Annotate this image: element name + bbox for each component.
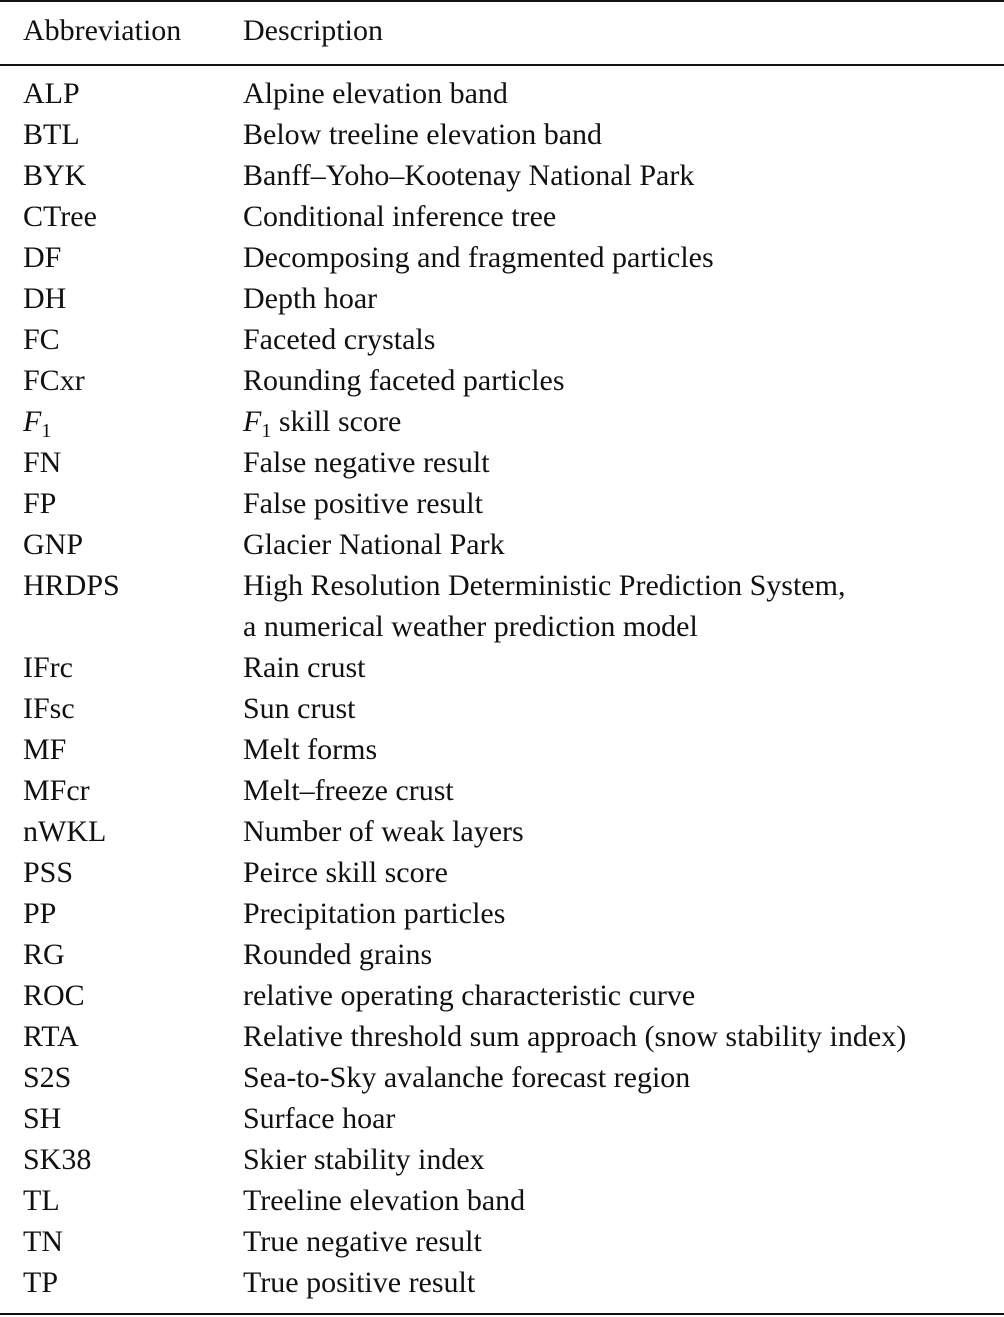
abbreviation-cell: RTA [23,1020,79,1053]
abbreviation-cell: PP [23,897,57,930]
math-symbol: F [243,405,262,438]
description-cell: Rounding faceted particles [243,364,565,397]
description-cell: Treeline elevation band [243,1184,526,1217]
math-symbol: F [23,405,42,438]
description-cell: Alpine elevation band [243,77,508,110]
table-row [0,770,1004,811]
description-cell: Peirce skill score [243,856,448,889]
abbreviation-cell: DF [23,241,62,274]
description-cell: Rain crust [243,651,366,684]
description-cell: Precipitation particles [243,897,506,930]
abbreviation-cell: IFrc [23,651,73,684]
description-cell: Decomposing and fragmented particles [243,241,714,274]
abbreviation-cell: DH [23,282,67,315]
abbreviation-cell: MF [23,733,67,766]
description-cell: Glacier National Park [243,528,505,561]
abbreviation-cell: PSS [23,856,74,889]
abbreviation-cell: TP [23,1266,59,1299]
description-cell: Sea-to-Sky avalanche forecast region [243,1061,691,1094]
table-row [0,196,1004,237]
abbreviation-cell: RG [23,938,65,971]
table-row [0,1057,1004,1098]
math-subscript: 1 [261,420,272,442]
table-bottom-rule [0,1313,1004,1315]
table-row [0,975,1004,1016]
table-row [0,1098,1004,1139]
abbreviation-cell: BTL [23,118,80,151]
table-body [0,73,1004,1303]
description-cell: Melt–freeze crust [243,774,454,807]
table-row [0,278,1004,319]
abbreviation-cell [23,401,51,446]
table-row [0,811,1004,852]
table-row [0,360,1004,401]
table-top-rule [0,0,1004,2]
table-row [0,319,1004,360]
description-cell: Melt forms [243,733,378,766]
abbreviation-cell: BYK [23,159,87,192]
table-row [0,852,1004,893]
description-cell: Surface hoar [243,1102,396,1135]
abbreviation-cell: ALP [23,77,80,110]
abbreviation-cell: FN [23,446,62,479]
abbreviation-cell: S2S [23,1061,72,1094]
abbreviation-cell: CTree [23,200,97,233]
table-row [0,729,1004,770]
description-cell: Relative threshold sum approach (snow stability index) [243,1020,907,1053]
header-description: Description [243,14,383,47]
header-abbreviation: Abbreviation [23,14,182,47]
description-text: skill score [278,405,402,438]
description-cell: Conditional inference tree [243,200,557,233]
abbreviation-cell: FCxr [23,364,85,397]
description-cell: False positive result [243,487,483,520]
abbreviation-cell: TN [23,1225,63,1258]
abbreviation-cell: SK38 [23,1143,92,1176]
description-cell: Rounded grains [243,938,433,971]
table-row [0,1016,1004,1057]
abbreviation-cell: ROC [23,979,85,1012]
table-row [0,401,1004,442]
description-cell: High Resolution Deterministic Prediction System, a numerical weather prediction model [243,569,846,643]
abbreviation-cell: GNP [23,528,84,561]
abbreviation-cell: IFsc [23,692,75,725]
abbreviation-cell: nWKL [23,815,107,848]
table-row [0,934,1004,975]
table-row [0,237,1004,278]
description-cell: Depth hoar [243,282,378,315]
description-cell [243,401,401,446]
description-cell: Sun crust [243,692,356,725]
table-header-row [0,10,1004,52]
description-cell: relative operating characteristic curve [243,979,696,1012]
table-row [0,483,1004,524]
description-cell: Banff–Yoho–Kootenay National Park [243,159,695,192]
description-cell: Faceted crystals [243,323,436,356]
description-cell: True negative result [243,1225,482,1258]
table-row [0,155,1004,196]
abbreviation-cell: FP [23,487,57,520]
table-row [0,1180,1004,1221]
description-cell: Number of weak layers [243,815,524,848]
table-row [0,688,1004,729]
description-cell: True positive result [243,1266,476,1299]
table-row [0,647,1004,688]
table-row [0,73,1004,114]
table-row [0,893,1004,934]
description-cell: Skier stability index [243,1143,485,1176]
table-row [0,1221,1004,1262]
table-row [0,1262,1004,1303]
abbreviation-cell: MFcr [23,774,90,807]
abbreviation-cell: SH [23,1102,62,1135]
abbreviation-cell: TL [23,1184,60,1217]
table-row [0,1139,1004,1180]
table-row [0,565,1004,647]
description-cell: False negative result [243,446,490,479]
table-row [0,442,1004,483]
description-cell: Below treeline elevation band [243,118,603,151]
math-subscript: 1 [41,420,52,442]
table-header-rule [0,64,1004,66]
abbreviation-cell: HRDPS [23,569,120,602]
table-row [0,524,1004,565]
table-row [0,114,1004,155]
abbreviation-cell: FC [23,323,60,356]
